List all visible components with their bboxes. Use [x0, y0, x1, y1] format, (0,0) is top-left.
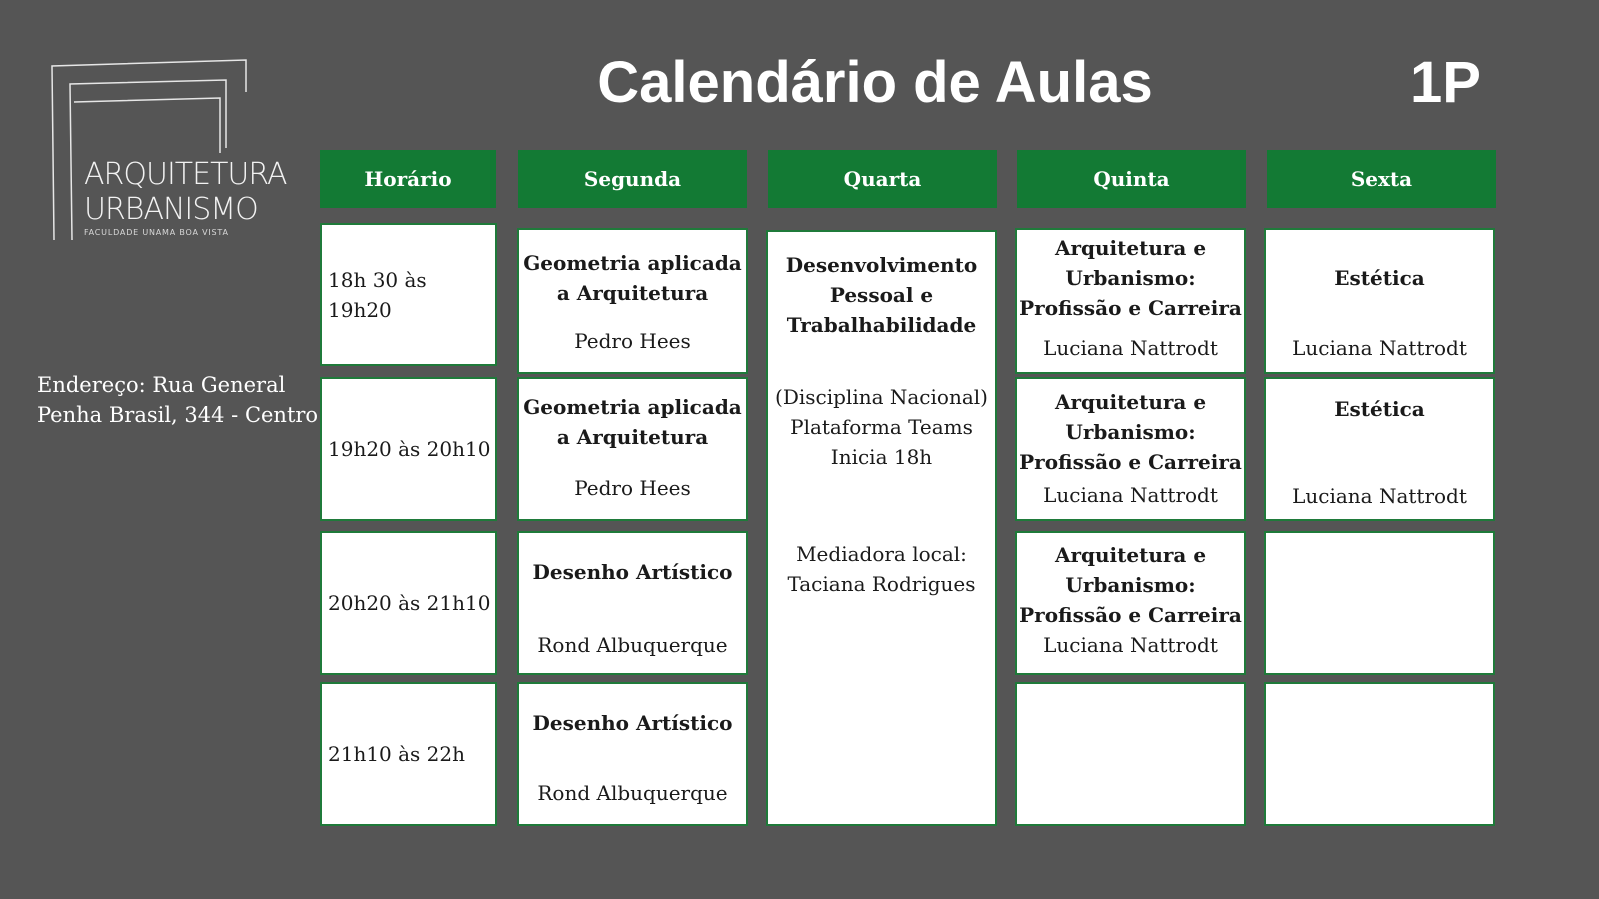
sexta-class-1 — [1264, 228, 1495, 374]
segunda-class-1 — [517, 228, 748, 374]
quinta-class-3 — [1015, 531, 1246, 675]
course-logo — [50, 58, 290, 248]
class-note-national: (Disciplina Nacional) — [775, 385, 988, 409]
class-note-start: Inicia 18h — [830, 445, 933, 469]
class-teacher: Luciana Nattrodt — [1292, 336, 1467, 360]
class-note-platform: Plataforma Teams — [790, 415, 973, 439]
header-quarta: Quarta — [768, 150, 997, 208]
sexta-class-2 — [1264, 377, 1495, 521]
class-code: 1P — [1410, 50, 1481, 115]
class-subject: Desenho Artístico — [532, 560, 733, 584]
header-quinta: Quinta — [1017, 150, 1246, 208]
segunda-class-3 — [517, 531, 748, 675]
header-segunda: Segunda — [518, 150, 747, 208]
class-teacher: Luciana Nattrodt — [1043, 336, 1218, 360]
class-teacher: Luciana Nattrodt — [1043, 633, 1218, 657]
time-slot-2: 19h20 às 20h10 — [320, 377, 497, 521]
header-horario: Horário — [320, 150, 496, 208]
segunda-class-4 — [517, 682, 748, 826]
sexta-empty-slot — [1264, 531, 1495, 675]
class-subject: Arquitetura e Urbanismo: Profissão e Carreira — [1019, 543, 1242, 627]
address-text: Endereço: Rua General Penha Brasil, 344 - Centro — [37, 373, 319, 427]
class-teacher: Rond Albuquerque — [537, 633, 728, 657]
class-subject: Desenho Artístico — [532, 711, 733, 735]
quinta-class-2 — [1015, 377, 1246, 521]
class-subject: Arquitetura e Urbanismo: Profissão e Carreira — [1019, 236, 1242, 320]
logo-text-arquitetura: ARQUITETURA — [84, 157, 287, 192]
segunda-class-2 — [517, 377, 748, 521]
logo-subtitle: FACULDADE UNAMA BOA VISTA — [84, 228, 229, 237]
class-teacher: Rond Albuquerque — [537, 781, 728, 805]
class-subject: Geometria aplicada a Arquitetura — [523, 395, 742, 449]
time-slot-4: 21h10 às 22h — [320, 682, 497, 826]
class-subject: Estética — [1334, 266, 1425, 290]
time-slot-3: 20h20 às 21h10 — [320, 531, 497, 675]
logo-text-urbanismo: URBANISMO — [84, 192, 258, 227]
header-sexta: Sexta — [1267, 150, 1496, 208]
class-teacher: Pedro Hees — [574, 476, 691, 500]
class-teacher: Luciana Nattrodt — [1043, 483, 1218, 507]
class-teacher: Luciana Nattrodt — [1292, 484, 1467, 508]
time-slot-1: 18h 30 às 19h20 — [320, 223, 497, 366]
class-subject: Desenvolvimento Pessoal e Trabalhabilidade — [785, 253, 978, 337]
page-title: Calendário de Aulas — [597, 50, 1153, 115]
sexta-empty-slot — [1264, 682, 1495, 826]
class-subject: Estética — [1334, 397, 1425, 421]
quinta-class-1 — [1015, 228, 1246, 374]
class-subject: Geometria aplicada a Arquitetura — [523, 251, 742, 305]
quinta-empty-slot — [1015, 682, 1246, 826]
quarta-class — [766, 230, 997, 826]
mediator-label: Mediadora local: — [796, 542, 967, 566]
mediator-name: Taciana Rodrigues — [787, 572, 976, 596]
class-teacher: Pedro Hees — [574, 329, 691, 353]
class-subject: Arquitetura e Urbanismo: Profissão e Carreira — [1019, 390, 1242, 474]
